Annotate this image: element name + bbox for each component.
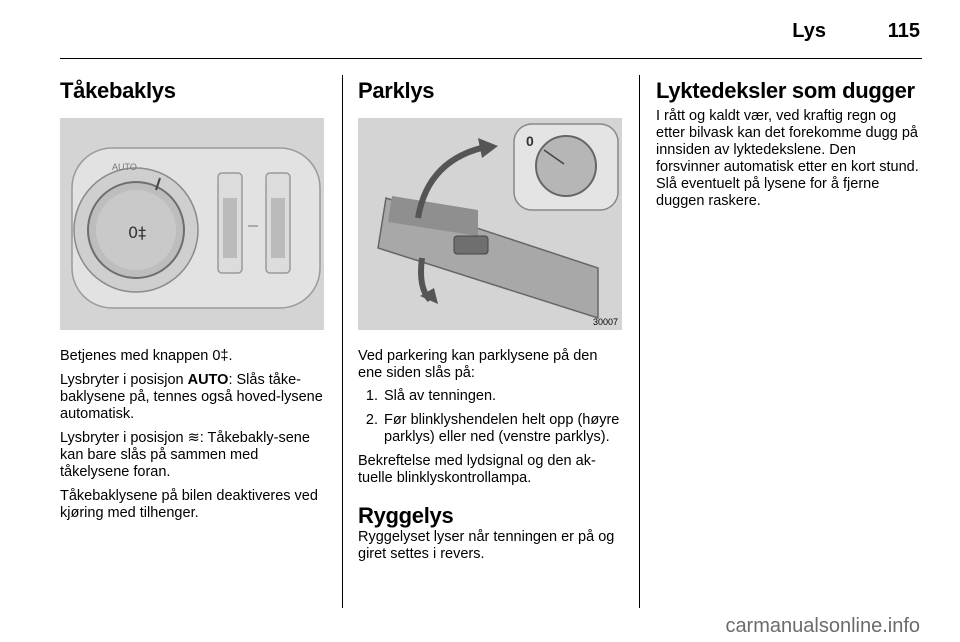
paragraph-reverse: Ryggelyset lyser når tenningen er på og giret settes i revers. <box>358 529 615 562</box>
column-divider <box>639 75 640 608</box>
heading-fogged-covers: Lyktedeksler som dugger <box>656 78 915 103</box>
svg-text:AUTO: AUTO <box>112 162 137 172</box>
paragraph-confirm: Bekreftelse med lydsignal og den ak-tuelle blinklyskontrollampa. <box>358 453 596 486</box>
rear-fog-icon: 0‡ <box>212 348 229 364</box>
light-switch-illustration <box>60 118 324 330</box>
figure-number: 30007 <box>592 317 618 327</box>
list-item: 1. Slå av tenningen. <box>382 388 624 405</box>
figure-indicator-stalk <box>358 118 622 330</box>
paragraph-fogged-covers: I rått og kaldt vær, ved kraftig regn og etter bilvask kan det forekomme dugg på innsiden av lyktedekslene. Den forsvinner automatisk etter en kort stund. Slå eventuelt på lysene for å fjerne duggen raskere. <box>656 108 919 209</box>
heading-parking-lights: Parklys <box>358 78 435 103</box>
watermark: carmanualsonline.info <box>725 615 920 637</box>
column-fogged-covers <box>656 78 922 217</box>
column-parking-lights <box>358 78 624 570</box>
paragraph-parking-intro: Ved parkering kan parklysene på den ene siden slås på: <box>358 348 598 381</box>
paragraph-auto: Lysbryter i posisjon AUTO: Slås tåke-baklysene på, tennes også hoved-lysene automatisk. <box>60 372 323 422</box>
svg-text:0‡: 0‡ <box>128 223 147 242</box>
heading-reverse-light: Ryggelys <box>358 503 454 528</box>
paragraph-fog-position: Lysbryter i posisjon ≋: Tåkebakly-sene kan bare slås på sammen med tåkelysene foran. <box>60 430 310 480</box>
svg-text:0: 0 <box>526 133 534 149</box>
figure-light-switch <box>60 118 324 330</box>
column-rear-fog-light <box>60 78 326 529</box>
page-number: 115 <box>887 20 920 42</box>
list-item: 2. Før blinklyshendelen helt opp (høyre parklys) eller ned (venstre parklys). <box>382 412 624 446</box>
front-fog-icon: ≋ <box>187 430 200 446</box>
page-header <box>60 0 922 59</box>
heading-rear-fog-light: Tåkebaklys <box>60 78 176 103</box>
paragraph-button: Betjenes med knappen 0‡. <box>60 348 233 364</box>
indicator-stalk-illustration <box>358 118 622 330</box>
section-title: Lys <box>792 20 826 42</box>
paragraph-trailer: Tåkebaklysene på bilen deaktiveres ved kjøring med tilhenger. <box>60 488 318 521</box>
parking-steps-list <box>358 388 624 446</box>
column-divider <box>342 75 343 608</box>
